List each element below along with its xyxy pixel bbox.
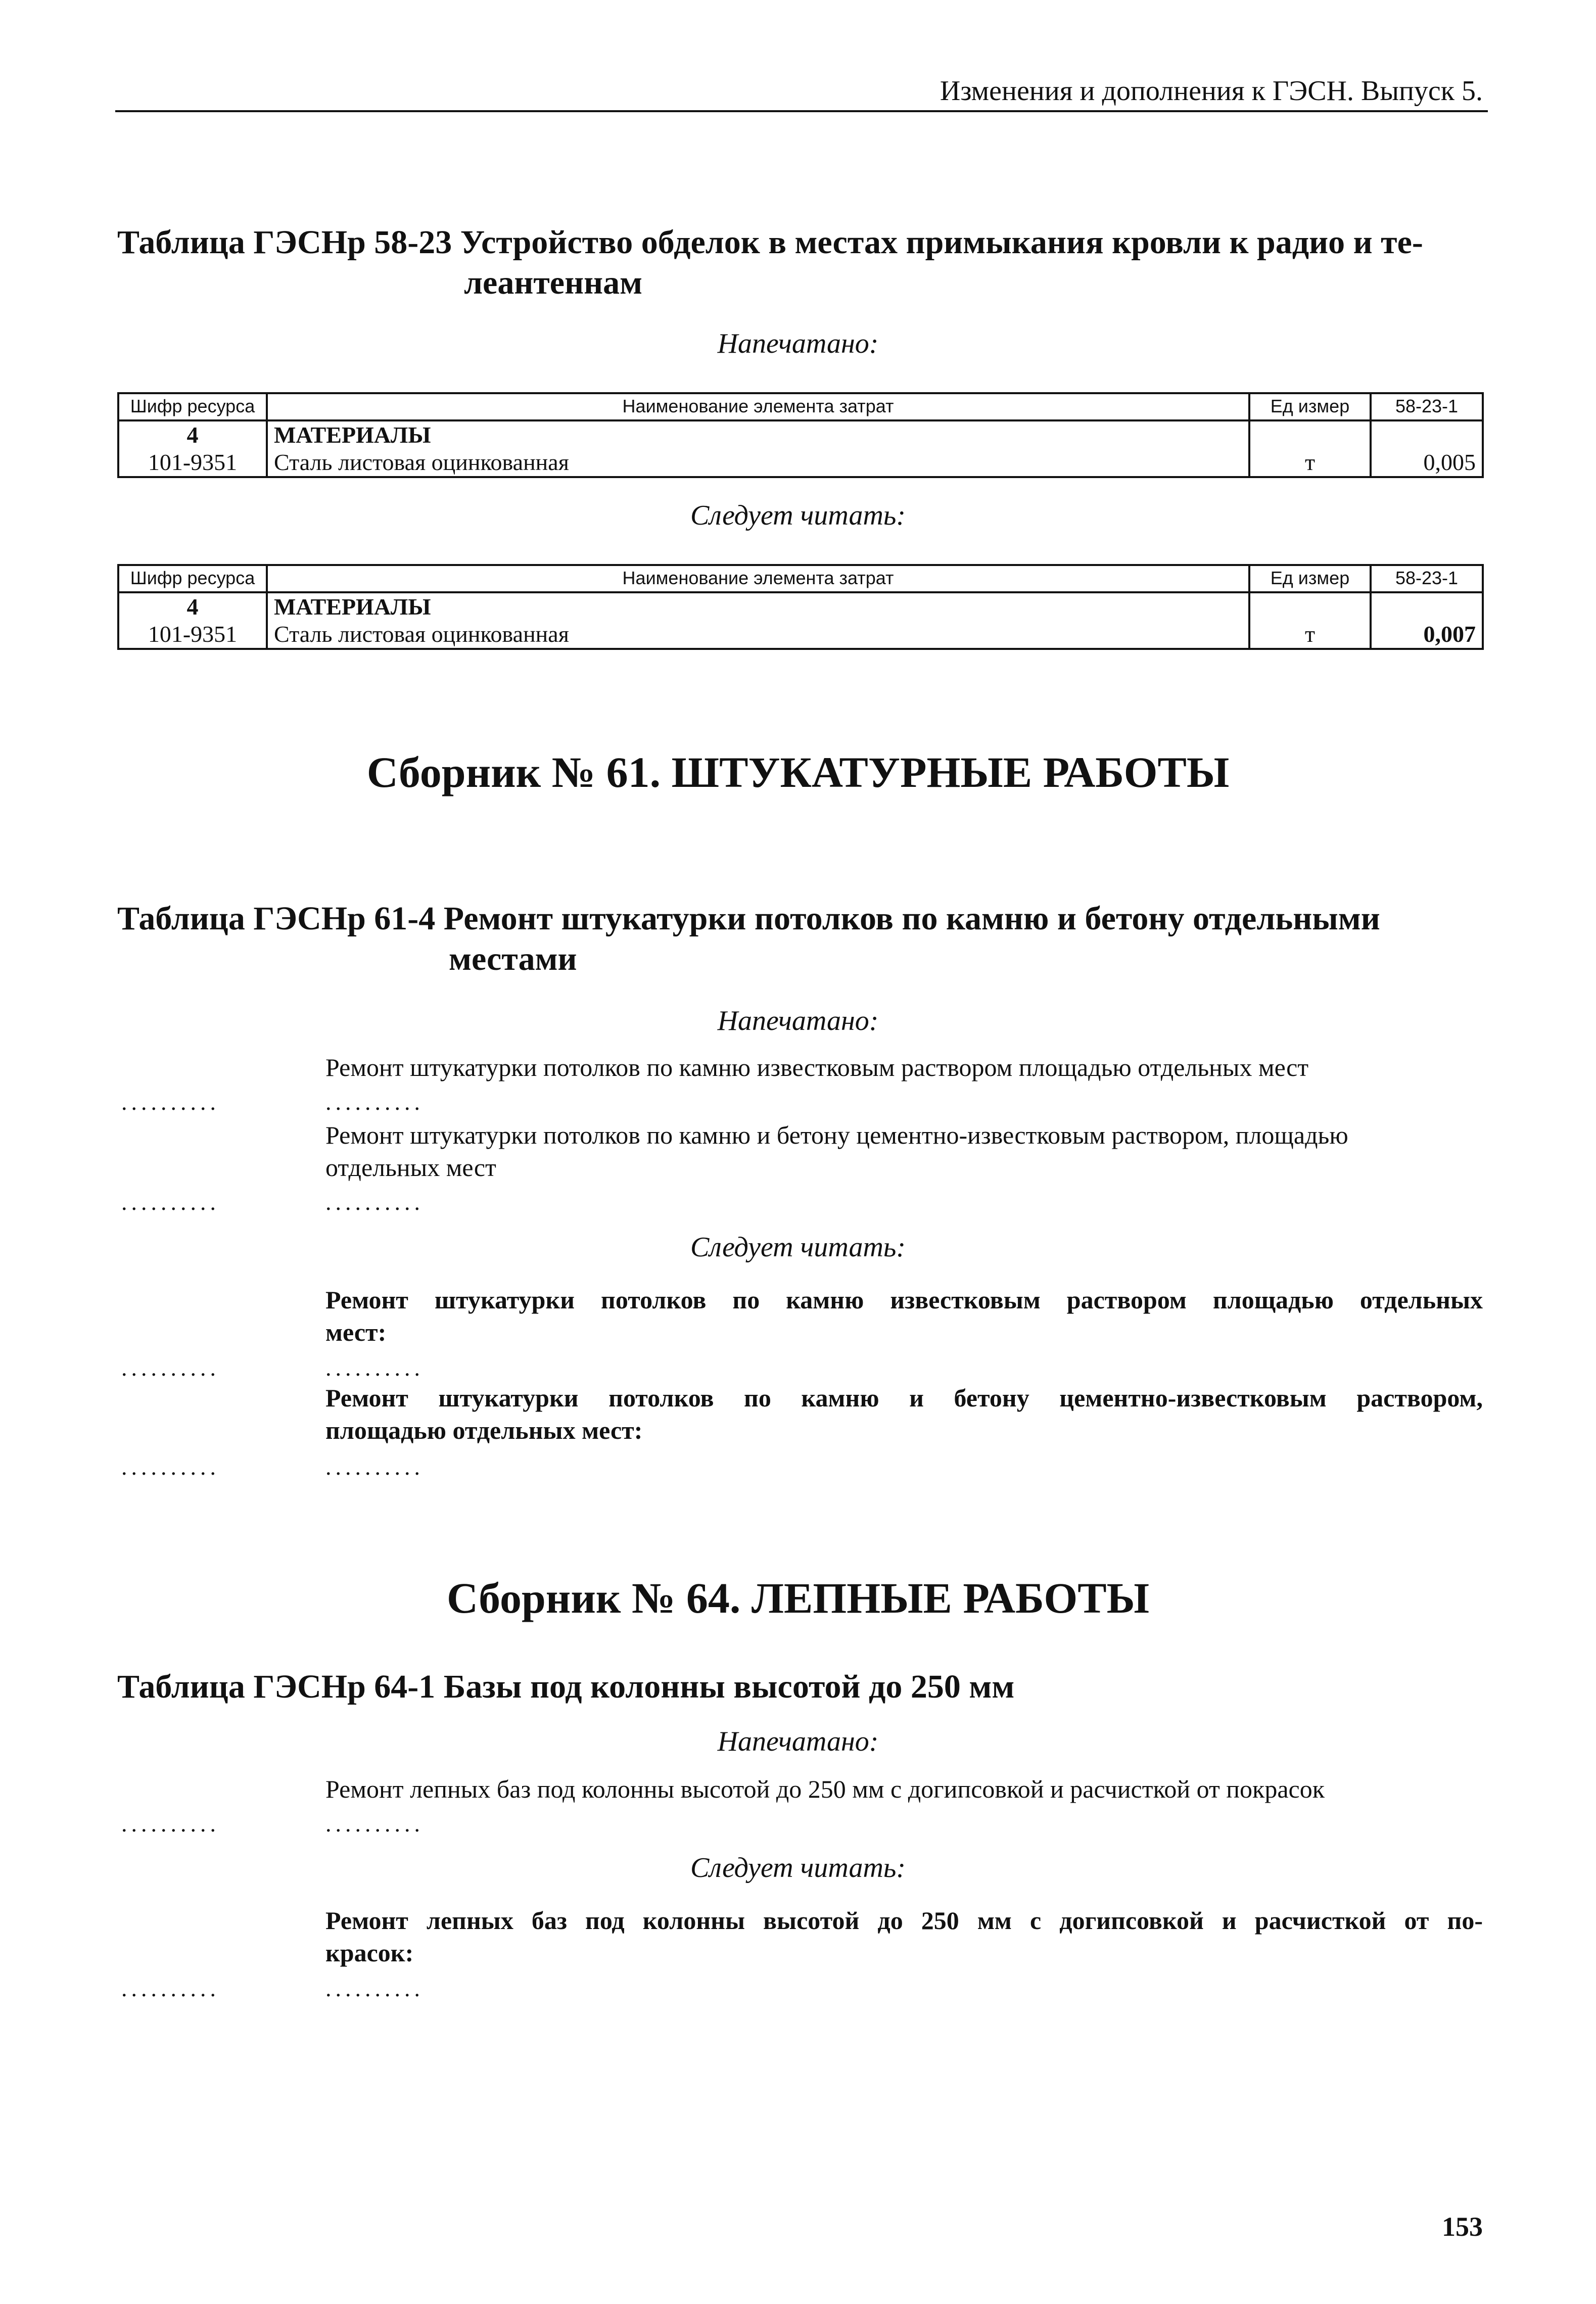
- dots-right: ..........: [325, 1189, 424, 1215]
- resource-table-printed: [117, 392, 1484, 478]
- item-name: Сталь листовая оцинкованная: [274, 449, 569, 475]
- group-code: 4: [186, 594, 199, 620]
- table-58-title-line2: леантеннам: [464, 264, 643, 301]
- resource-values: [1371, 592, 1483, 649]
- section-64-title: Сборник № 64. ЛЕПНЫЕ РАБОТЫ: [446, 1574, 1150, 1622]
- dots-right: ..........: [325, 1811, 424, 1837]
- column-header-code: Шифр ресурса: [118, 393, 267, 420]
- printed-label: Напечатано:: [717, 1726, 879, 1757]
- resource-names: [267, 592, 1249, 649]
- table-58-title-line1: Таблица ГЭСНр 58-23 Устройство обделок в местах примыкания кровли к радио и те-: [117, 224, 1423, 261]
- corrected-line-1a: Ремонт штукатурки потолков по камню известковым раствором площадью отдельных: [325, 1286, 1483, 1314]
- column-header-norm: 58-23-1: [1371, 393, 1483, 420]
- dots-right: ..........: [325, 1976, 424, 2001]
- dots-left: ..........: [121, 1454, 220, 1480]
- table-61-title-line1: Таблица ГЭСНр 61-4 Ремонт штукатурки потолков по камню и бетону отдельными: [117, 900, 1380, 937]
- dots-left: ..........: [121, 1355, 220, 1381]
- column-header-name: Наименование элемента затрат: [267, 565, 1249, 592]
- dots-left: ..........: [121, 1976, 220, 2001]
- dots-left: ..........: [121, 1189, 220, 1215]
- corrected-line-2a: Ремонт штукатурки потолков по камню и бетону цементно-известковым раствором,: [325, 1384, 1483, 1412]
- item-unit: т: [1304, 449, 1316, 475]
- resource-units: [1249, 420, 1371, 477]
- should-read-label: Следует читать:: [690, 1852, 906, 1884]
- section-61-title: Сборник № 61. ШТУКАТУРНЫЕ РАБОТЫ: [366, 748, 1230, 796]
- dots-left: ..........: [121, 1811, 220, 1837]
- should-read-label: Следует читать:: [690, 500, 906, 531]
- corrected-line-1a: Ремонт лепных баз под колонны высотой до 250 мм с догипсовкой и расчисткой от по-: [325, 1906, 1483, 1935]
- dots-right: ..........: [325, 1089, 424, 1115]
- page-number: 153: [1442, 2212, 1483, 2242]
- printed-line-1: Ремонт штукатурки потолков по камню известковым раствором площадью отдельных мест: [325, 1053, 1309, 1082]
- resource-codes: [118, 592, 267, 649]
- header-rule: [115, 110, 1488, 112]
- column-header-name: Наименование элемента затрат: [267, 393, 1249, 420]
- printed-line-2a: Ремонт штукатурки потолков по камню и бетону цементно-известковым раствором, площадью: [325, 1121, 1348, 1149]
- running-header: Изменения и дополнения к ГЭСН. Выпуск 5.: [940, 75, 1483, 107]
- column-header-unit: Ед измер: [1249, 393, 1371, 420]
- resource-codes: [118, 420, 267, 477]
- printed-line-1: Ремонт лепных баз под колонны высотой до 250 мм с догипсовкой и расчисткой от покрасок: [325, 1775, 1325, 1803]
- item-value: 0,007: [1423, 621, 1476, 647]
- corrected-line-1b: мест:: [325, 1318, 387, 1346]
- group-code: 4: [186, 422, 199, 448]
- resource-table-corrected: [117, 564, 1484, 650]
- dots-left: ..........: [121, 1089, 220, 1115]
- resource-names: [267, 420, 1249, 477]
- table-61-title-line2: местами: [449, 941, 577, 977]
- dots-right: ..........: [325, 1355, 424, 1381]
- column-header-norm: 58-23-1: [1371, 565, 1483, 592]
- column-header-unit: Ед измер: [1249, 565, 1371, 592]
- column-header-code: Шифр ресурса: [118, 565, 267, 592]
- corrected-line-2b: площадью отдельных мест:: [325, 1416, 643, 1444]
- should-read-label: Следует читать:: [690, 1232, 906, 1263]
- item-code: 101-9351: [148, 621, 238, 647]
- printed-label: Напечатано:: [717, 328, 879, 359]
- group-name: МАТЕРИАЛЫ: [274, 422, 431, 448]
- group-name: МАТЕРИАЛЫ: [274, 594, 431, 620]
- item-value: 0,005: [1423, 449, 1476, 475]
- item-unit: т: [1304, 621, 1316, 647]
- item-code: 101-9351: [148, 449, 238, 475]
- resource-values: [1371, 420, 1483, 477]
- dots-right: ..........: [325, 1454, 424, 1480]
- printed-label: Напечатано:: [717, 1005, 879, 1037]
- item-name: Сталь листовая оцинкованная: [274, 621, 569, 647]
- table-64-title: Таблица ГЭСНр 64-1 Базы под колонны высотой до 250 мм: [117, 1668, 1015, 1705]
- corrected-line-1b: красок:: [325, 1939, 414, 1967]
- resource-units: [1249, 592, 1371, 649]
- printed-line-2b: отдельных мест: [325, 1153, 496, 1182]
